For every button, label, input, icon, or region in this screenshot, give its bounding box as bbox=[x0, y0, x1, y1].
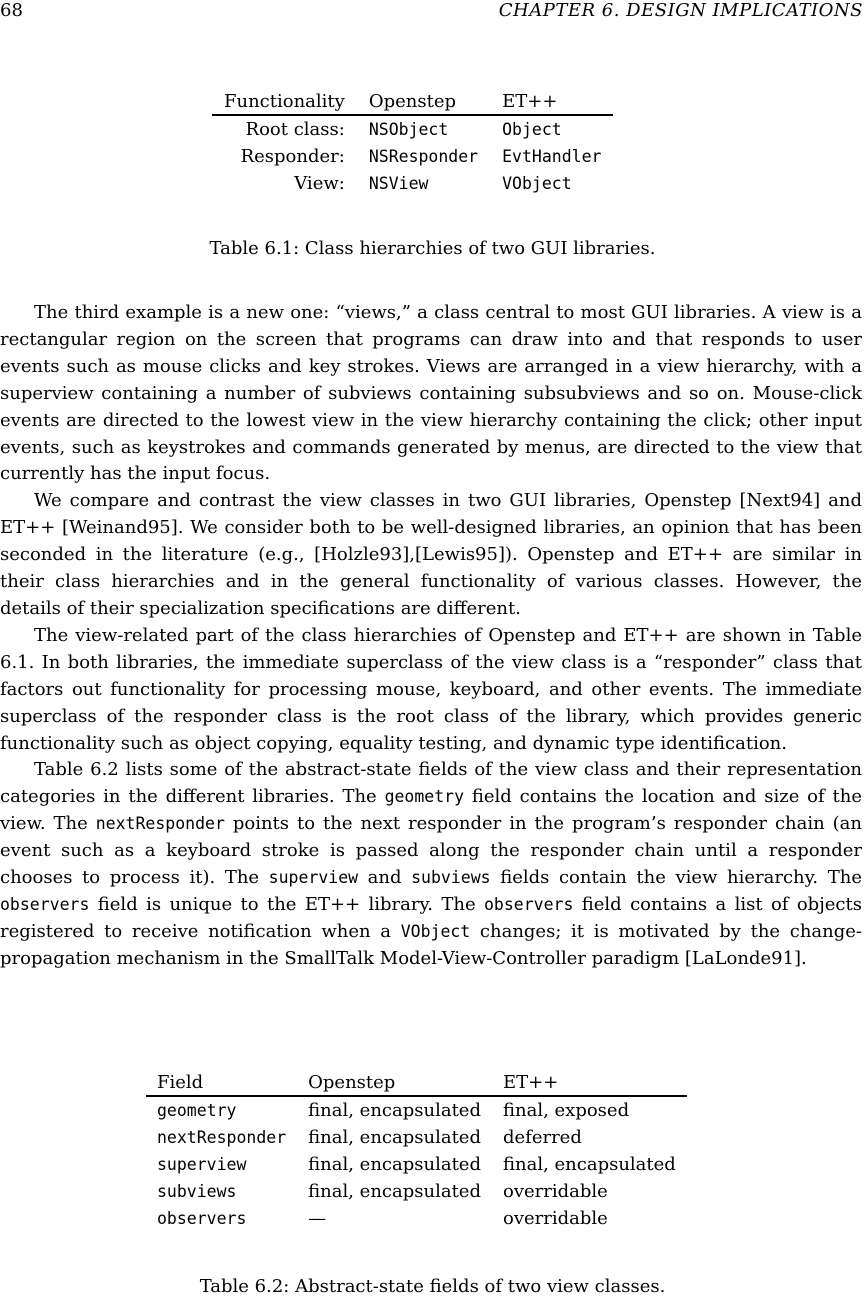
body-text bbox=[0, 300, 862, 973]
column-header: Field bbox=[146, 1069, 297, 1096]
table-cell: NSObject bbox=[368, 120, 449, 139]
row-label: View: bbox=[294, 173, 345, 194]
paragraph: The third example is a new one: “views,” a class central to most GUI libraries. A view is a rectangular region on the screen that programs can draw into and that responds to user events such as mouse clicks and key strokes. Views are arranged in a view hierarchy, with a superview containing a number of subviews containing subsubviews and so on. Mouse-click events are directed to the lowest view in the view hierarchy containing the click; other input events, such as keystrokes and commands generated by menus, are directed to the view that currently has the input focus. bbox=[0, 302, 862, 485]
code-term: VObject bbox=[400, 921, 471, 941]
class-hierarchy-table bbox=[212, 88, 613, 197]
table-cell: VObject bbox=[502, 174, 572, 193]
text-span: points to the next responder in the program’s responder chain (an event such as a keyboard stroke is passed along the responder chain until a responder chooses to process it). The bbox=[0, 813, 863, 889]
abstract-state-fields-table bbox=[146, 1069, 687, 1232]
text-span: field contains the location and size of the view. The bbox=[0, 786, 862, 835]
paragraph: The view-related part of the class hierarchies of Openstep and ET++ are shown in Table 6.1. In both libraries, the immediate superclass of the view class is a “responder” class that factors out functionality for processing mouse, keyboard, and other events. The immediate superclass of the responder class is the root class of the library, which provides generic functionality such as object copying, equality testing, and dynamic type identification. bbox=[0, 624, 862, 754]
text-span: and bbox=[358, 867, 412, 889]
text-span: changes; it is motivated by the change-propagation mechanism in the SmallTalk Model-View-Controller paradigm [LaLonde91]. bbox=[0, 920, 862, 969]
table-cell: final, encapsulated bbox=[308, 1127, 481, 1148]
table-row bbox=[212, 115, 613, 143]
text-span: Table 6.2 lists some of the abstract-state fields of the view class and their representation categories in the different libraries. The bbox=[0, 759, 862, 808]
table-cell: final, encapsulated bbox=[502, 1154, 676, 1175]
table-row bbox=[212, 170, 613, 197]
table-row bbox=[146, 1096, 687, 1124]
field-name: subviews bbox=[157, 1182, 237, 1201]
table-cell: overridable bbox=[502, 1181, 608, 1202]
column-header: ET++ bbox=[490, 88, 613, 115]
column-header: Openstep bbox=[357, 88, 490, 115]
code-term: observers bbox=[483, 894, 574, 914]
paragraph bbox=[0, 757, 862, 972]
table-row bbox=[146, 1151, 687, 1178]
table-cell: Object bbox=[502, 120, 562, 139]
field-name: superview bbox=[157, 1155, 247, 1174]
column-header: ET++ bbox=[492, 1069, 687, 1096]
row-label: Responder: bbox=[240, 146, 345, 167]
text-span: field contains a list of objects registered to receive notification when a bbox=[0, 893, 862, 942]
column-header: Functionality bbox=[212, 88, 357, 115]
paragraph: We compare and contrast the view classes in two GUI libraries, Openstep [Next94] and ET++ [Weinand95]. We consider both to be well-designed libraries, an opinion that has been seconded in the literature (e.g., [Holzle93],[Lewis95]). Openstep and ET++ are similar in their class hierarchies and in the general functionality of various classes. However, the details of their specialization specifications are different. bbox=[0, 490, 862, 619]
table-cell: NSView bbox=[368, 174, 429, 193]
table-row bbox=[146, 1178, 687, 1205]
text-span: fields contain the view hierarchy. The bbox=[490, 867, 862, 889]
table-cell: final, encapsulated bbox=[308, 1100, 481, 1121]
table-row bbox=[212, 143, 613, 170]
table-cell: EvtHandler bbox=[502, 147, 602, 166]
table-cell: overridable bbox=[502, 1208, 608, 1229]
table-cell: — bbox=[308, 1208, 327, 1229]
table-cell: final, encapsulated bbox=[308, 1181, 481, 1202]
code-term: nextResponder bbox=[95, 814, 225, 834]
field-name: geometry bbox=[157, 1101, 237, 1120]
column-header: Openstep bbox=[297, 1069, 492, 1096]
table-cell: final, exposed bbox=[502, 1100, 630, 1121]
table-cell: final, encapsulated bbox=[308, 1154, 481, 1175]
table-cell: deferred bbox=[502, 1127, 582, 1148]
table-header-row bbox=[146, 1069, 687, 1096]
field-name: nextResponder bbox=[157, 1128, 287, 1147]
chapter-header: CHAPTER 6. DESIGN IMPLICATIONS bbox=[498, 0, 863, 21]
code-term: subviews bbox=[411, 868, 491, 888]
code-term: geometry bbox=[384, 787, 465, 807]
table-row bbox=[146, 1205, 687, 1232]
row-label: Root class: bbox=[245, 119, 345, 140]
table-cell: NSResponder bbox=[368, 147, 479, 166]
page-number: 68 bbox=[0, 0, 23, 21]
field-name: observers bbox=[157, 1209, 247, 1228]
table-caption: Table 6.1: Class hierarchies of two GUI libraries. bbox=[209, 238, 656, 259]
code-term: superview bbox=[268, 868, 359, 888]
table-caption: Table 6.2: Abstract-state fields of two view classes. bbox=[199, 1276, 666, 1297]
text-span: field is unique to the ET++ library. The bbox=[89, 893, 484, 915]
code-term: observers bbox=[0, 894, 90, 914]
table-row bbox=[146, 1124, 687, 1151]
table-header-row bbox=[212, 88, 613, 115]
